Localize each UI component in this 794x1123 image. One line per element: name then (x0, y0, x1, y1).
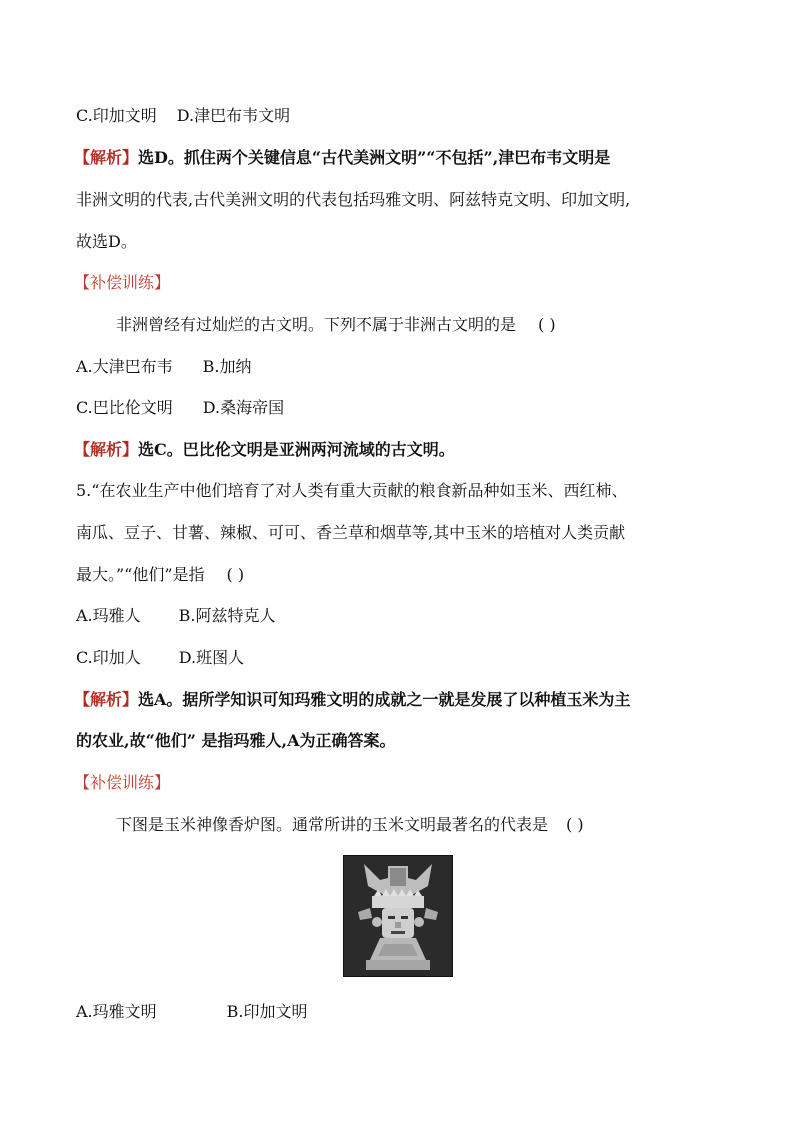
analysis-text: 选D。抓住两个关键信息“古代美洲文明”“不包括”,津巴布韦文明是 (138, 148, 611, 167)
option-c: C.印加文明 (76, 106, 157, 125)
supplementary-tag-text: 【补偿训练】 (74, 273, 171, 292)
analysis-1-line-1 (74, 148, 610, 168)
analysis-2 (74, 440, 455, 460)
analysis-3-line-2: 的农业,故“他们” 是指玛雅人,A为正确答案。 (76, 731, 396, 750)
supplementary-tag-text: 【补偿训练】 (74, 773, 171, 792)
option-c: C.印加人 (76, 648, 141, 667)
analysis-text: 选A。据所学知识可知玛雅文明的成就之一就是发展了以种植玉米为主 (138, 690, 631, 709)
option-d: D.津巴布韦文明 (176, 106, 291, 125)
option-a: A.玛雅文明 (76, 1002, 157, 1021)
supp-1-question-text: 非洲曾经有过灿烂的古文明。下列不属于非洲古文明的是 (116, 315, 517, 334)
analysis-tag: 【解析】 (74, 148, 139, 167)
q5-line-3 (76, 565, 244, 585)
q5-line-1: 5.“在农业生产中他们培育了对人类有重大贡献的粮食新品种如玉米、西红柿、 (76, 481, 628, 500)
supplementary-training-tag-2 (74, 773, 170, 793)
supp-1-options-cd (76, 398, 284, 418)
supplementary-training-tag (74, 273, 170, 293)
supp-2-options-ab (76, 1002, 308, 1022)
option-d: D.桑海帝国 (202, 398, 285, 417)
analysis-1-line-2: 非洲文明的代表,古代美洲文明的代表包括玛雅文明、阿兹特克文明、印加文明, (76, 190, 631, 209)
supp-2-question (116, 815, 584, 835)
option-a: A.玛雅人 (76, 606, 141, 625)
option-c: C.巴比伦文明 (76, 398, 173, 417)
q5-line-2: 南瓜、豆子、甘薯、辣椒、可可、香兰草和烟草等,其中玉米的培植对人类贡献 (76, 523, 626, 542)
supp-1-question (116, 315, 556, 335)
analysis-1-line-3: 故选D。 (76, 232, 137, 251)
option-b: B.加纳 (202, 357, 252, 376)
supp-1-options-ab (76, 357, 252, 377)
option-b: B.阿兹特克人 (178, 606, 276, 625)
answer-paren: ( ) (538, 315, 556, 334)
option-a: A.大津巴布韦 (76, 357, 173, 376)
q5-options-ab (76, 606, 276, 626)
option-b: B.印加文明 (226, 1002, 308, 1021)
analysis-tag: 【解析】 (74, 440, 139, 459)
maize-god-censer-illustration (344, 856, 452, 976)
analysis-text: 选C。巴比伦文明是亚洲两河流域的古文明。 (138, 440, 455, 459)
analysis-tag: 【解析】 (74, 690, 139, 709)
q5-line-3-text: 最大。”“他们”是指 (76, 565, 205, 584)
q5-options-cd (76, 648, 244, 668)
q4-options-cd (76, 106, 290, 126)
analysis-3-line-1 (74, 690, 630, 710)
supp-2-question-text: 下图是玉米神像香炉图。通常所讲的玉米文明最著名的代表是 (116, 815, 549, 834)
answer-paren: ( ) (226, 565, 245, 584)
option-d: D.班图人 (178, 648, 245, 667)
answer-paren: ( ) (566, 815, 584, 834)
maize-god-censer-image (343, 855, 453, 977)
